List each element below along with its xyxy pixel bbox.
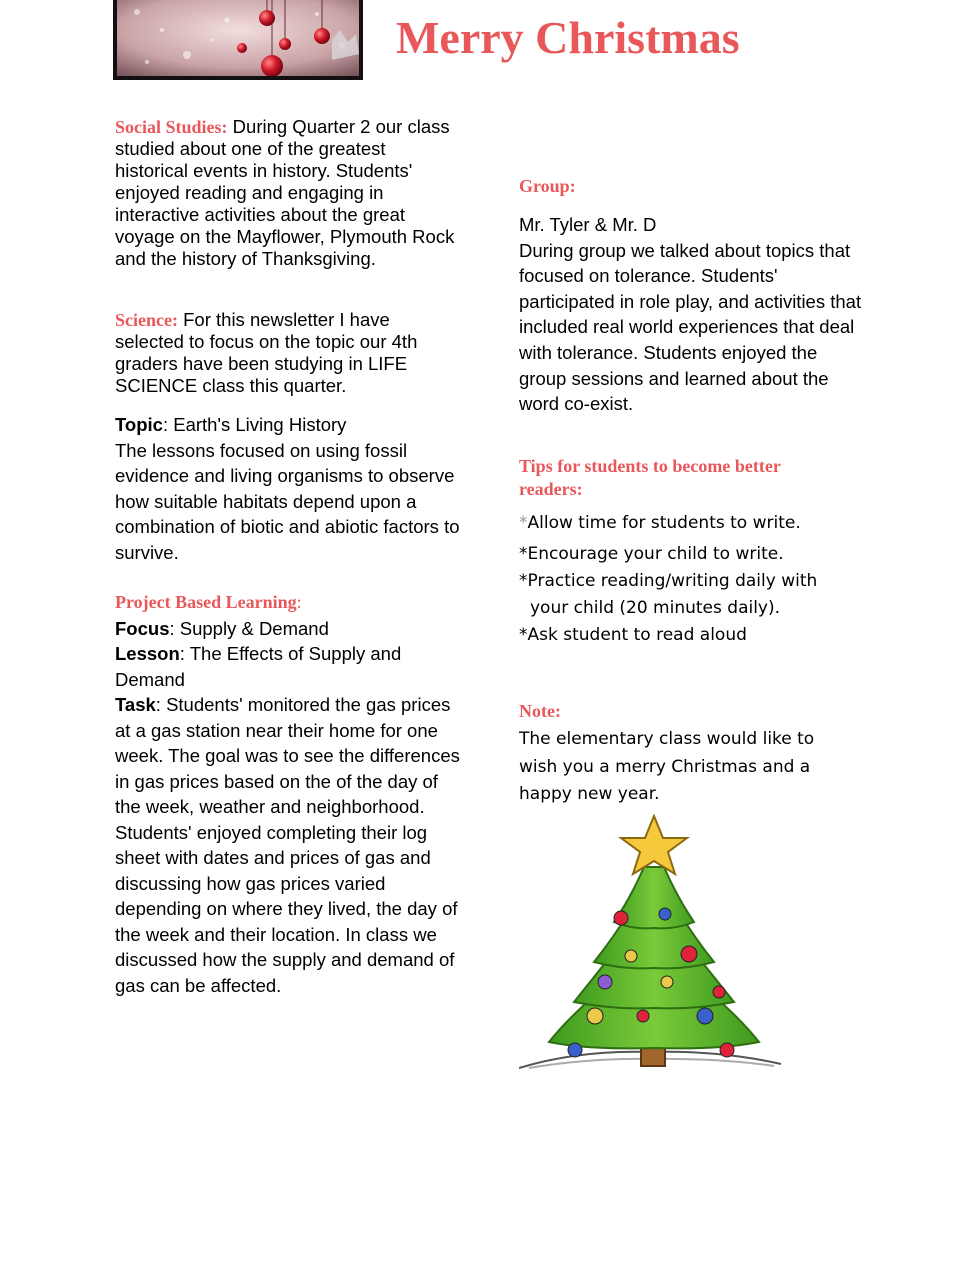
tip-item-continuation: your child (20 minutes daily). (530, 598, 781, 618)
topic-label: Topic (115, 414, 163, 435)
group-leaders: Mr. Tyler & Mr. D (519, 214, 657, 235)
tip-item: *Practice reading/writing daily with (519, 571, 818, 591)
task-text: : Students' monitored the gas prices at a gas station near their home for one week. The goal was to see the differences in gas prices based on the of the day of the week, weather and neighborhood. Students' enjoyed completing their log sheet with dates and prices of gas and discussing how gas prices varied depending on where they lived, the day of the week and their location. In class we discussed how the supply and demand of gas can be affected. (115, 694, 460, 996)
focus-value: : Supply & Demand (169, 617, 329, 639)
note-text: The elementary class would like to wish you a merry Christmas and a happy new year. (519, 729, 815, 804)
topic-value: : Earth's Living History (162, 414, 347, 435)
tips-heading: Tips for students to become better readers: (519, 456, 781, 499)
note-heading: Note: (519, 701, 561, 721)
page-title: Merry Christmas (396, 12, 740, 63)
topic-line (115, 412, 460, 438)
group-text: During group we talked about topics that focused on tolerance. Students' participated in role play, and activities that included real world experiences that deal with tolerance. Students enjoyed the group sessions and learned about the word co-exist. (519, 239, 862, 415)
focus-label: Focus (115, 617, 170, 639)
pbl-label: Project Based Learning (115, 592, 297, 612)
social-studies-label: Social Studies: (115, 117, 228, 137)
pbl-heading (115, 589, 460, 616)
tip-item: *Encourage your child to write. (519, 544, 784, 564)
science-label: Science: (115, 310, 178, 330)
lesson-label: Lesson (115, 643, 180, 664)
project-based-learning-section (115, 589, 460, 998)
pbl-label-colon: : (296, 592, 302, 612)
science-section (115, 309, 460, 397)
tip-bullet: * (519, 513, 528, 533)
christmas-tree-illustration (519, 812, 784, 1074)
lesson-line (115, 641, 460, 692)
topic-text: The lessons focused on using fossil evidence and living organisms to observe how suitable habitats depend upon a combination of biotic and abiotic factors to survive. (115, 439, 460, 563)
group-heading: Group: (519, 176, 576, 196)
tip-text: Allow time for students to write. (527, 513, 801, 533)
lesson-value: : The Effects of Supply and Demand (115, 643, 402, 690)
task-label: Task (115, 694, 156, 715)
tips-list (519, 510, 869, 649)
tip-item (519, 510, 869, 537)
social-studies-section (115, 116, 460, 270)
task-line (115, 692, 460, 998)
social-studies-text: During Quarter 2 our class studied about one of the greatest historical events in history. Students' enjoyed reading and engaging in interactive activities about the great voyage on the Mayflower, Plymouth Rock and the history of Thanksgiving. (115, 116, 455, 269)
group-section (519, 212, 869, 417)
focus-line (115, 616, 460, 642)
header-ornament-photo (113, 0, 363, 80)
tip-item: *Ask student to read aloud (519, 625, 747, 645)
science-text: For this newsletter I have selected to focus on the topic our 4th graders have been studying in LIFE SCIENCE class this quarter. (115, 309, 418, 396)
science-topic-section (115, 412, 460, 565)
